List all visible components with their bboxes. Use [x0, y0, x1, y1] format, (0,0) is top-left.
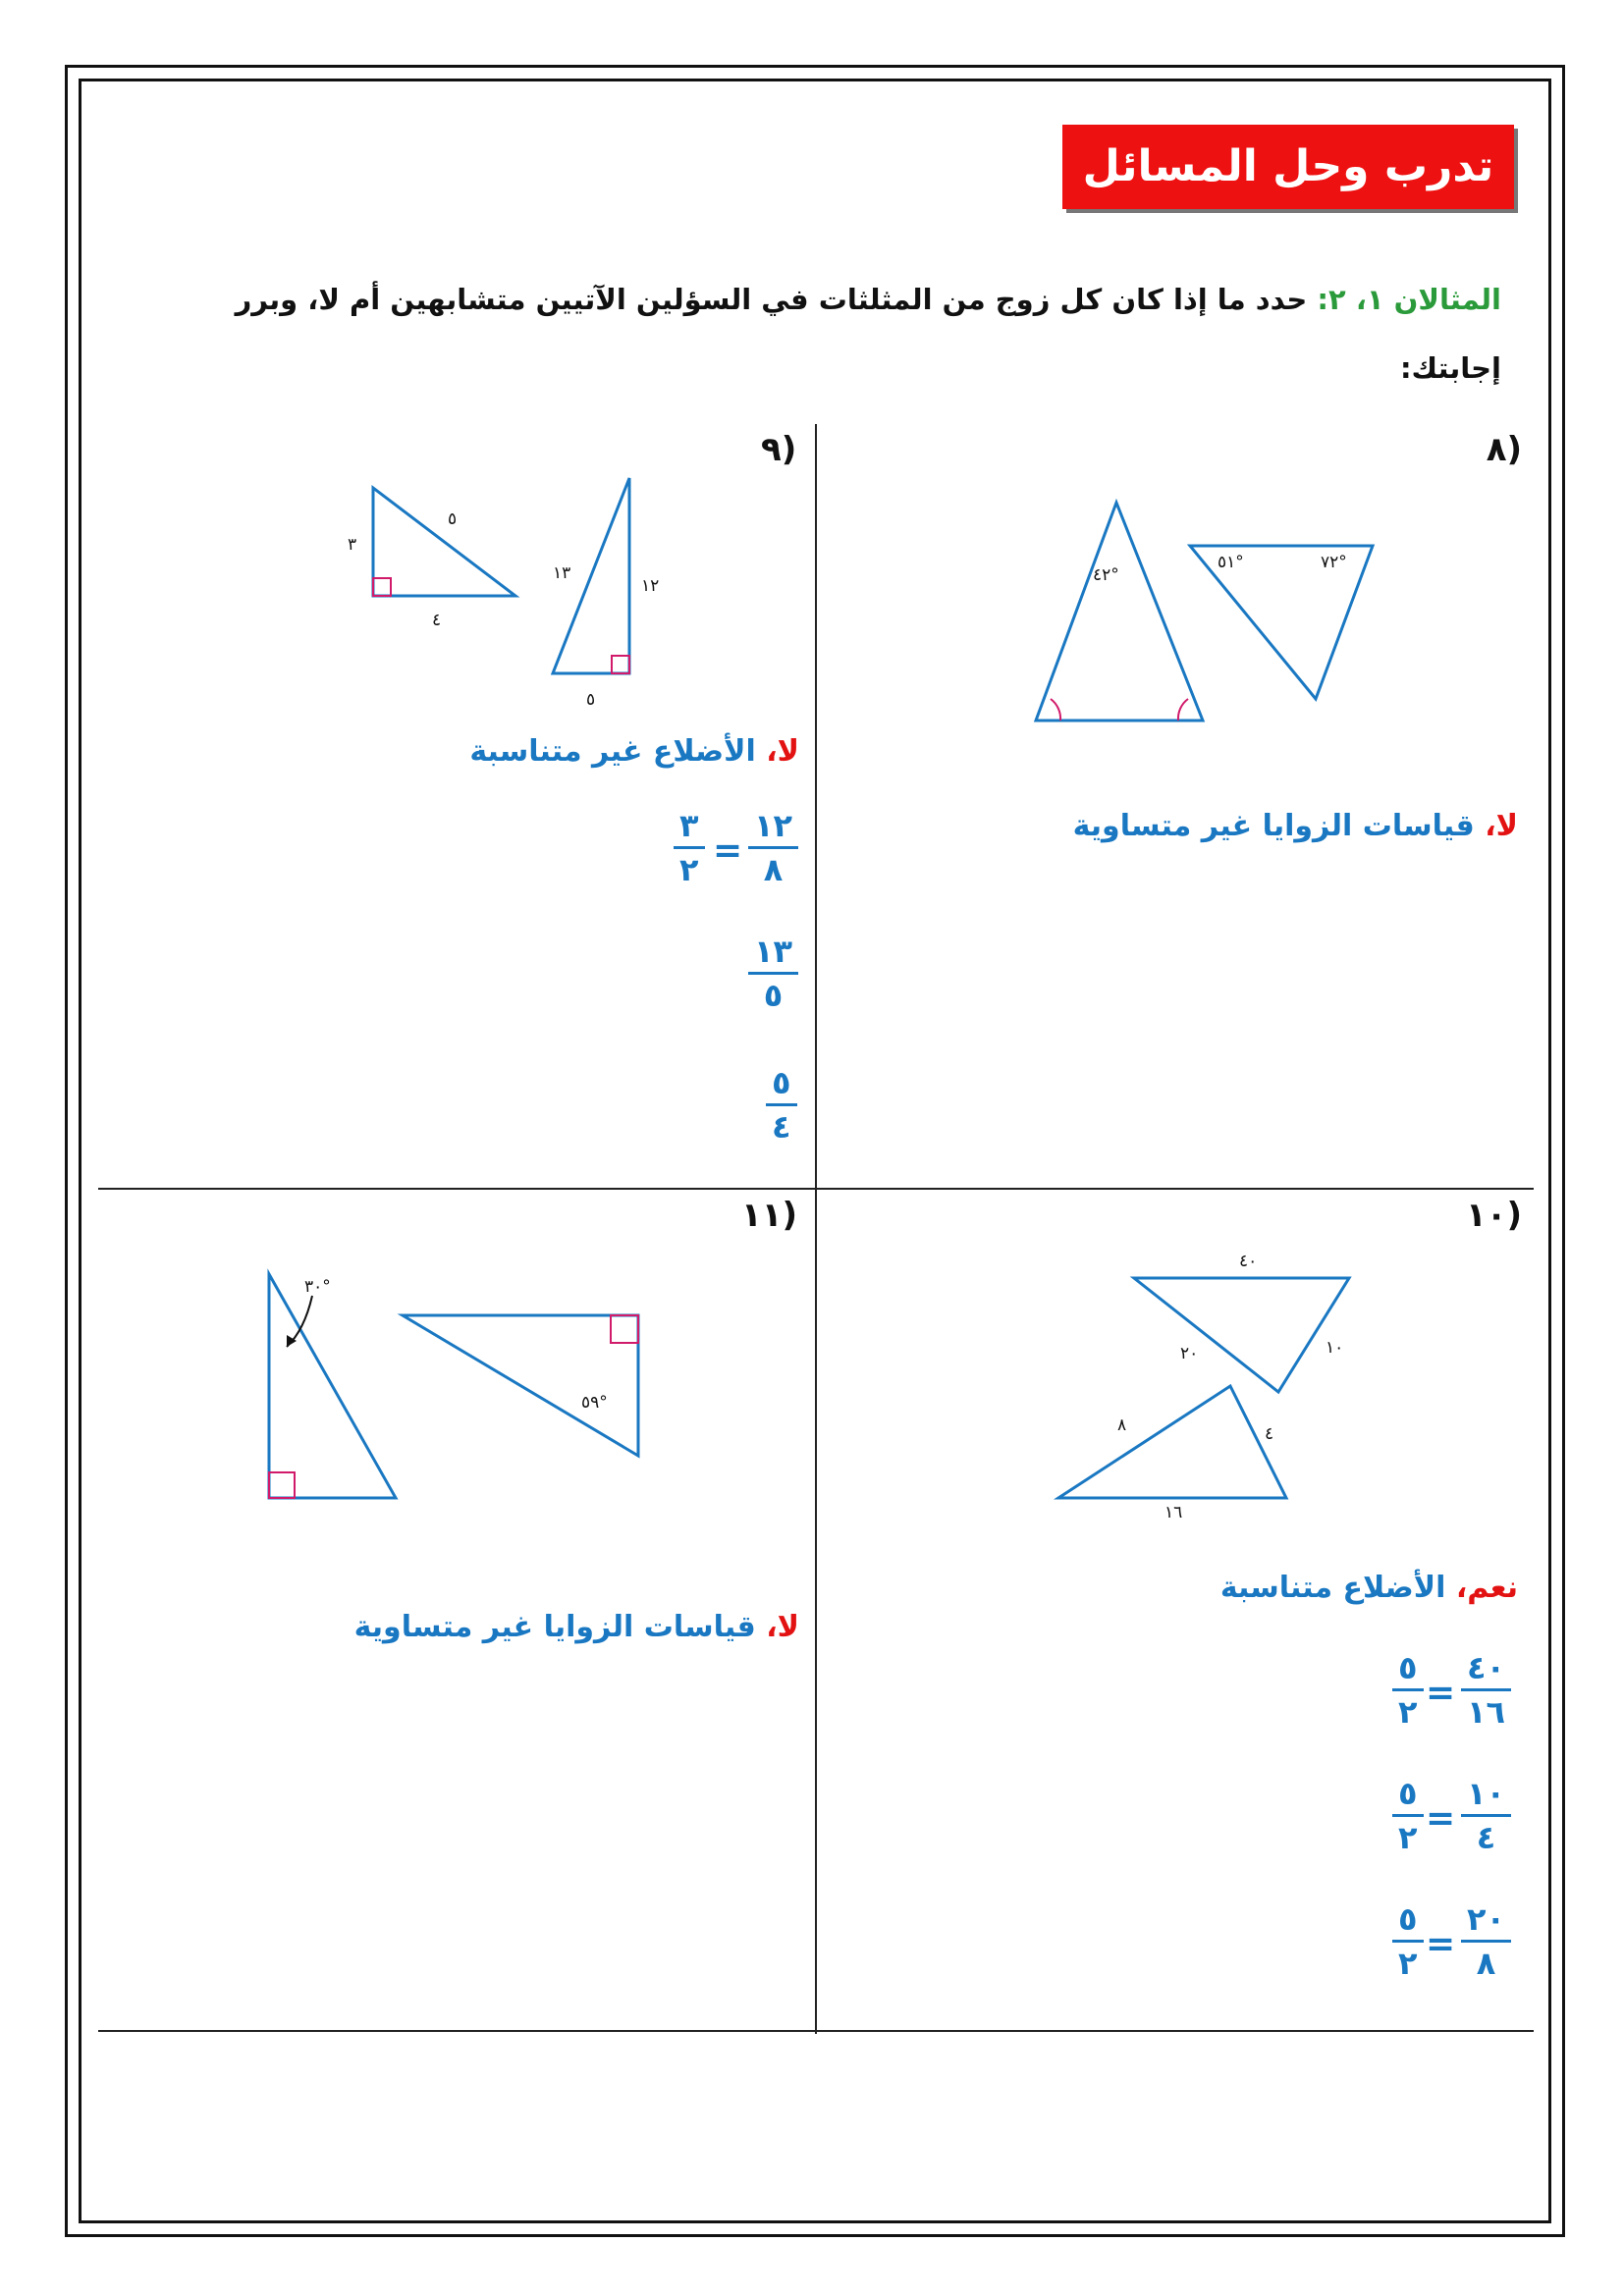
ratio-fraction: ٥ ٤: [766, 1062, 797, 1148]
problem-10-figure: [1058, 1252, 1349, 1522]
problem-11-answer: [354, 1610, 799, 1644]
side-label: ٥: [448, 509, 458, 529]
equals-sign: =: [1426, 1673, 1456, 1713]
side-label: ١٦: [1164, 1503, 1183, 1522]
angle-label: ٤٢°: [1093, 565, 1119, 585]
angle-label: ٥١°: [1218, 553, 1244, 572]
angle-arc: [1051, 699, 1060, 721]
equals-sign: =: [1426, 1798, 1456, 1839]
problem-9-number: (٩: [761, 430, 797, 469]
answer-text: الأضلاع متناسبة: [1219, 1571, 1446, 1605]
side-label: ٤٠: [1239, 1252, 1258, 1271]
side-label: ١٢: [641, 576, 660, 596]
angle-label: ٧٢°: [1321, 553, 1347, 572]
side-label: ٢٠: [1180, 1344, 1199, 1363]
right-angle-mark: [612, 656, 629, 673]
ratio-fraction: ٥ ٢: [1392, 1898, 1424, 1984]
angle-label: ٣٠°: [304, 1277, 331, 1297]
side-label: ١٠: [1326, 1338, 1344, 1358]
right-angle-mark: [373, 578, 391, 596]
ratio-fraction: ٥ ٢: [1392, 1647, 1424, 1733]
answer-text: قياسات الزوايا غير متساوية: [353, 1610, 756, 1644]
ratio-fraction: ٣ ٢: [674, 805, 705, 890]
ratio-fraction: ١٣ ٥: [748, 931, 798, 1016]
problem-10-number: (١٠: [1465, 1196, 1522, 1235]
side-label: ٣: [348, 535, 357, 555]
answer-prefix: لا،: [766, 734, 799, 769]
ratio-fraction: ١٢ ٨: [748, 805, 798, 890]
problem-9-answer: [469, 734, 799, 769]
angle-label: ٥٩°: [581, 1393, 608, 1413]
side-label: ٤: [432, 611, 442, 630]
answer-prefix: لا،: [1485, 809, 1518, 843]
answer-prefix: لا،: [766, 1610, 799, 1644]
right-angle-mark: [269, 1472, 295, 1498]
problem-11-number: (١١: [741, 1196, 798, 1235]
triangle-small: [1058, 1386, 1286, 1498]
side-label: ٨: [1117, 1415, 1127, 1435]
problem-8-number: (٨: [1486, 430, 1522, 469]
right-triangle-wide: [403, 1315, 638, 1456]
ratio-fraction: ٤٠ ١٦: [1461, 1647, 1511, 1733]
ratio-fraction: ١٠ ٤: [1461, 1773, 1511, 1858]
answer-prefix: نعم،: [1455, 1571, 1518, 1605]
side-label: ٤: [1265, 1424, 1274, 1444]
equals-sign: =: [713, 830, 743, 871]
example-label: المثالان ١، ٢:: [1317, 283, 1501, 316]
equals-sign: =: [1426, 1924, 1456, 1964]
answer-text: قياسات الزوايا غير متساوية: [1072, 809, 1475, 843]
angle-arc: [1178, 699, 1188, 721]
problem-8-figure: [1036, 503, 1373, 721]
right-angle-mark: [611, 1315, 638, 1343]
answer-text: الأضلاع غير متناسبة: [469, 734, 756, 769]
triangle-large: [1134, 1278, 1349, 1392]
ratio-fraction: ٥ ٢: [1392, 1773, 1424, 1858]
ratio-fraction: ٢٠ ٨: [1461, 1898, 1511, 1984]
instructions-text: حدد ما إذا كان كل زوج من المثلثات في السؤلين الآتيين متشابهين أم لا، وبرر إجابتك:: [235, 283, 1501, 385]
problem-10-answer: [1220, 1571, 1518, 1605]
isosceles-triangle: [1036, 503, 1203, 721]
side-label: ١٣: [553, 563, 571, 583]
right-triangle-tall: [269, 1274, 396, 1498]
problem-8-answer: [1073, 809, 1518, 843]
section-title: تدرب وحل المسائل: [1062, 125, 1514, 209]
problem-11-figure: [269, 1274, 638, 1498]
right-triangle-small: [373, 488, 515, 596]
side-label: ٥: [586, 690, 596, 710]
problem-9-figure: [348, 478, 659, 710]
